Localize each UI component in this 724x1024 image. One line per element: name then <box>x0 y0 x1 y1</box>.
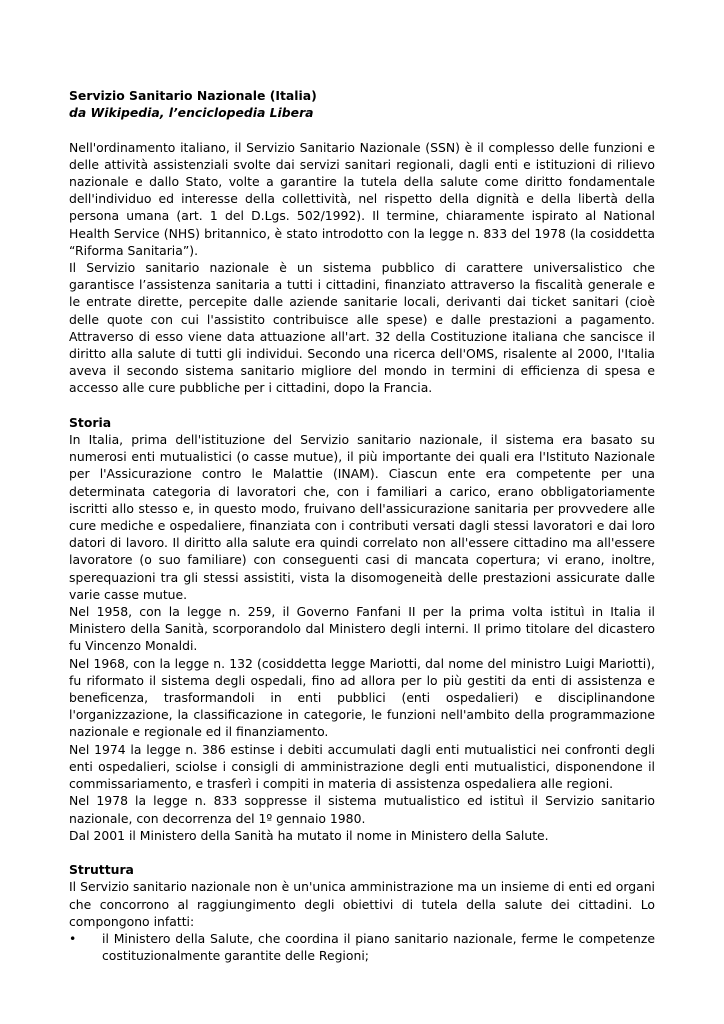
storia-paragraph: Dal 2001 il Ministero della Sanità ha mutato il nome in Ministero della Salute. <box>69 827 549 843</box>
section-heading-struttura: Struttura <box>69 862 134 878</box>
struttura-paragraph: Il Servizio sanitario nazionale non è un'unica amministrazione ma un insieme di enti ed organi che concorrono al raggiungimento degli obiettivi di tutela della salute dei cittadini. Lo compongono infatti: <box>69 879 655 929</box>
intro-paragraph: Il Servizio sanitario nazionale è un sistema pubblico di carattere universalistico che garantisce l’assistenza sanitaria a tutti i cittadini, finanziato attraverso la fiscalità generale e le entrate dirette, percepite dalle aziende sanitarie locali, derivanti dai ticket sanitari (cioè delle quote con cui l'assistito contribuisce alle spese) e dalle prestazioni a pagamento. Attraverso di esso viene data attuazione all'art. 32 della Costituzione italiana che sancisce il diritto alla salute di tutti gli individui. Secondo una ricerca dell'OMS, risalente al 2000, l'Italia aveva il secondo sistema sanitario migliore del mondo in termini di efficienza di spesa e accesso alle cure pubbliche per i cittadini, dopo la Francia. <box>69 260 655 396</box>
storia-paragraph: In Italia, prima dell'istituzione del Servizio sanitario nazionale, il sistema era basato su numerosi enti mutualistici (o casse mutue), il più importante dei quali era l'Istituto Nazionale per l'Assicurazione contro le Malattie (INAM). Ciascun ente era competente per una determinata categoria di lavoratori che, con i familiari a carico, erano obbligatoriamente iscritti allo stesso e, in questo modo, fruivano dell'assicurazione sanitaria per provvedere alle cure mediche e ospedaliere, finanziata con i contributi versati dagli stessi lavoratori e dai loro datori di lavoro. Il diritto alla salute era quindi correlato non all'essere cittadino ma all'essere lavoratore (o suo familiare) con conseguenti casi di mancata copertura; vi erano, inoltre, sperequazioni tra gli stessi assistiti, vista la disomogeneità delle prestazioni assicurate dalle varie casse mutue. <box>69 432 655 602</box>
spacer <box>69 397 655 414</box>
intro-paragraph: Nell'ordinamento italiano, il Servizio Sanitario Nazionale (SSN) è il complesso delle funzioni e delle attività assistenziali svolte dai servizi sanitari regionali, dagli enti e istituzioni di rilievo nazionale e dallo Stato, volte a garantire la tutela della salute come diritto fondamentale dell'individuo ed interesse della collettività, nel rispetto della dignità e della libertà della persona umana (art. 1 del D.Lgs. 502/1992). Il termine, chiaramente ispirato al National Health Service (NHS) britannico, è stato introdotto con la legge n. 833 del 1978 (la cosiddetta “Riforma Sanitaria”). <box>69 139 655 258</box>
document-page <box>69 87 655 964</box>
spacer <box>69 844 655 861</box>
document-title: Servizio Sanitario Nazionale (Italia) <box>69 88 317 103</box>
list-item-text: il Ministero della Salute, che coordina il piano sanitario nazionale, ferme le competenze costituzionalmente garantite delle Regioni; <box>102 930 655 964</box>
storia-paragraph: Nel 1974 la legge n. 386 estinse i debiti accumulati dagli enti mutualistici nei confronti degli enti ospedalieri, sciolse i consigli di amministrazione degli enti mutualistici, disponendone il commissariamento, e trasferì i compiti in materia di assistenza ospedaliera alle regioni. <box>69 741 655 792</box>
spacer <box>69 121 655 138</box>
list-item <box>69 930 655 964</box>
bullet-icon: • <box>69 930 77 946</box>
storia-paragraph: Nel 1958, con la legge n. 259, il Governo Fanfani II per la prima volta istituì in Italia il Ministero della Sanità, scorporandolo dal Ministero degli interni. Il primo titolare del dicastero fu Vincenzo Monaldi. <box>69 604 655 654</box>
storia-paragraph: Nel 1978 la legge n. 833 soppresse il sistema mutualistico ed istituì il Servizio sanitario nazionale, con decorrenza del 1º gennaio 1980. <box>69 793 655 826</box>
section-heading-storia: Storia <box>69 414 112 430</box>
struttura-list <box>69 930 655 964</box>
storia-paragraph: Nel 1968, con la legge n. 132 (cosiddetta legge Mariotti, dal nome del ministro Luigi Mariotti), fu riformato il sistema degli ospedali, fino ad allora per lo più gestiti da enti di assistenza e beneficenza, trasformandoli in enti pubblici (enti ospedalieri) e disciplinandone l'organizzazione, la classificazione in categorie, le funzioni nell'ambito della programmazione nazionale e regionale ed il finanziamento. <box>69 655 655 740</box>
document-subtitle: da Wikipedia, l’enciclopedia Libera <box>69 105 314 121</box>
